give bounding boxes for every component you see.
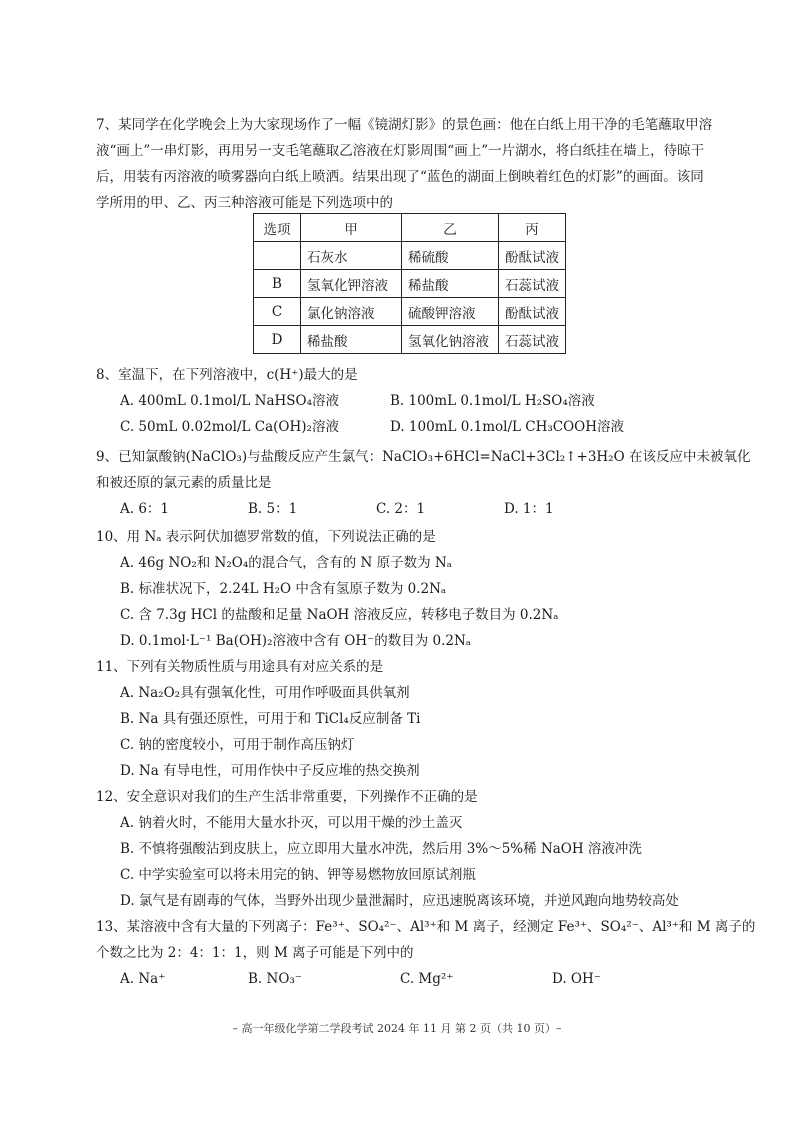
- q11-option-c: C. 钠的密度较小，可用于制作高压钠灯: [120, 737, 355, 753]
- table-cell: 氢氧化钠溶液: [402, 326, 499, 354]
- table-cell: 石灰水: [301, 242, 402, 270]
- table-row: [254, 326, 566, 354]
- q8-option-b: B. 100mL 0.1mol/L H₂SO₄溶液: [390, 393, 595, 409]
- q10-option-c: C. 含 7.3g HCl 的盐酸和足量 NaOH 溶液反应，转移电子数目为 0.2Nₐ: [120, 607, 559, 623]
- q7-line-2: 液“画上”一串灯影，再用另一支毛笔蘸取乙溶液在灯影周围“画上”一片湖水，将白纸挂在墙上，待晾干: [96, 143, 705, 159]
- question-13: [96, 914, 756, 992]
- q12-option-b: B. 不慎将强酸沾到皮肤上，应立即用大量水冲洗，然后用 3%～5%稀 NaOH 溶液冲洗: [120, 841, 642, 857]
- table-cell: D: [254, 326, 301, 354]
- q13-option-a: A. Na⁺: [120, 971, 166, 987]
- q7-line-4: 学所用的甲、乙、丙三种溶液可能是下列选项中的: [96, 195, 393, 211]
- q13-option-d: D. OH⁻: [552, 971, 601, 987]
- table-cell: 酚酞试液: [499, 242, 566, 270]
- q8-options-row-1: [96, 388, 716, 414]
- question-9: [96, 444, 751, 522]
- q13-options: [96, 966, 716, 992]
- table-row: [254, 242, 566, 270]
- q9-options: [96, 496, 716, 522]
- q13-line-1: 13、某溶液中含有大量的下列离子：Fe³⁺、SO₄²⁻、Al³⁺和 M 离子，经测定 Fe³⁺、SO₄²⁻、Al³⁺和 M 离子的: [96, 919, 756, 935]
- q9-option-c: C. 2：1: [376, 501, 426, 517]
- q8-option-a: A. 400mL 0.1mol/L NaHSO₄溶液: [120, 393, 340, 409]
- q11-option-d: D. Na 有导电性，可用作快中子反应堆的热交换剂: [120, 763, 420, 779]
- question-12: [96, 784, 716, 914]
- question-7: [96, 112, 716, 216]
- q7-options-table: [253, 213, 566, 354]
- q10-option-a: A. 46g NO₂和 N₂O₄的混合气，含有的 N 原子数为 Nₐ: [120, 555, 452, 571]
- q7-line-1: 7、某同学在化学晚会上为大家现场作了一幅《镜湖灯影》的景色画：他在白纸上用干净的毛笔蘸取甲溶: [96, 117, 713, 133]
- q8-stem: 8、室温下，在下列溶液中，c(H⁺)最大的是: [96, 367, 358, 383]
- table-header-row: [254, 214, 566, 242]
- q8-option-d: D. 100mL 0.1mol/L CH₃COOH溶液: [390, 419, 625, 435]
- q13-option-c: C. Mg²⁺: [400, 971, 454, 987]
- table-cell: 石蕊试液: [499, 326, 566, 354]
- page-footer: – 高一年级化学第二学段考试 2024 年 11 月 第 2 页（共 10 页）–: [232, 1022, 562, 1035]
- q12-option-c: C. 中学实验室可以将未用完的钠、钾等易燃物放回原试剂瓶: [120, 867, 476, 883]
- q7-line-3: 后，用装有丙溶液的喷雾器向白纸上喷洒。结果出现了“蓝色的湖面上倒映着红色的灯影”的画面。该同: [96, 169, 704, 185]
- q9-option-d: D. 1：1: [504, 501, 554, 517]
- table-cell: 氢氧化钾溶液: [301, 270, 402, 298]
- q11-stem: 11、下列有关物质性质与用途具有对应关系的是: [96, 659, 384, 675]
- q9-option-a: A. 6：1: [120, 501, 170, 517]
- q8-options-row-2: [96, 414, 716, 440]
- table-cell: [254, 242, 301, 270]
- q12-option-d: D. 氯气是有剧毒的气体，当野外出现少量泄漏时，应迅速脱离该环境，并逆风跑向地势较高处: [120, 893, 679, 909]
- table-row: [254, 298, 566, 326]
- table-cell: 稀硫酸: [402, 242, 499, 270]
- question-8: [96, 362, 716, 440]
- table-cell: 稀盐酸: [402, 270, 499, 298]
- q12-stem: 12、安全意识对我们的生产生活非常重要，下列操作不正确的是: [96, 789, 478, 805]
- table-cell: 硫酸钾溶液: [402, 298, 499, 326]
- q10-option-b: B. 标准状况下，2.24L H₂O 中含有氢原子数为 0.2Nₐ: [120, 581, 447, 597]
- table-header-cell: 乙: [402, 214, 499, 242]
- table-cell: C: [254, 298, 301, 326]
- q8-option-c: C. 50mL 0.02mol/L Ca(OH)₂溶液: [120, 419, 339, 435]
- q10-option-d: D. 0.1mol·L⁻¹ Ba(OH)₂溶液中含有 OH⁻的数目为 0.2Nₐ: [120, 633, 472, 649]
- q12-option-a: A. 钠着火时，不能用大量水扑灭，可以用干燥的沙土盖灭: [120, 815, 463, 831]
- q13-option-b: B. NO₃⁻: [248, 971, 302, 987]
- table-header-cell: 甲: [301, 214, 402, 242]
- q11-option-b: B. Na 具有强还原性，可用于和 TiCl₄反应制备 Ti: [120, 711, 421, 727]
- table-cell: 石蕊试液: [499, 270, 566, 298]
- table-cell: 酚酞试液: [499, 298, 566, 326]
- table-header-cell: 选项: [254, 214, 301, 242]
- question-10: [96, 524, 716, 654]
- table-row: [254, 270, 566, 298]
- table-header-cell: 丙: [499, 214, 566, 242]
- q9-line-1: 9、已知氯酸钠(NaClO₃)与盐酸反应产生氯气：NaClO₃+6HCl=NaCl+3Cl₂↑+3H₂O 在该反应中未被氧化: [96, 449, 751, 465]
- q9-option-b: B. 5：1: [248, 501, 298, 517]
- q10-stem: 10、用 Nₐ 表示阿伏加德罗常数的值，下列说法正确的是: [96, 529, 436, 545]
- q13-line-2: 个数之比为 2：4：1：1，则 M 离子可能是下列中的: [96, 945, 414, 961]
- table-cell: 氯化钠溶液: [301, 298, 402, 326]
- q11-option-a: A. Na₂O₂具有强氧化性，可用作呼吸面具供氧剂: [120, 685, 410, 701]
- question-11: [96, 654, 716, 784]
- table-cell: 稀盐酸: [301, 326, 402, 354]
- q9-line-2: 和被还原的氯元素的质量比是: [96, 475, 272, 491]
- table-cell: B: [254, 270, 301, 298]
